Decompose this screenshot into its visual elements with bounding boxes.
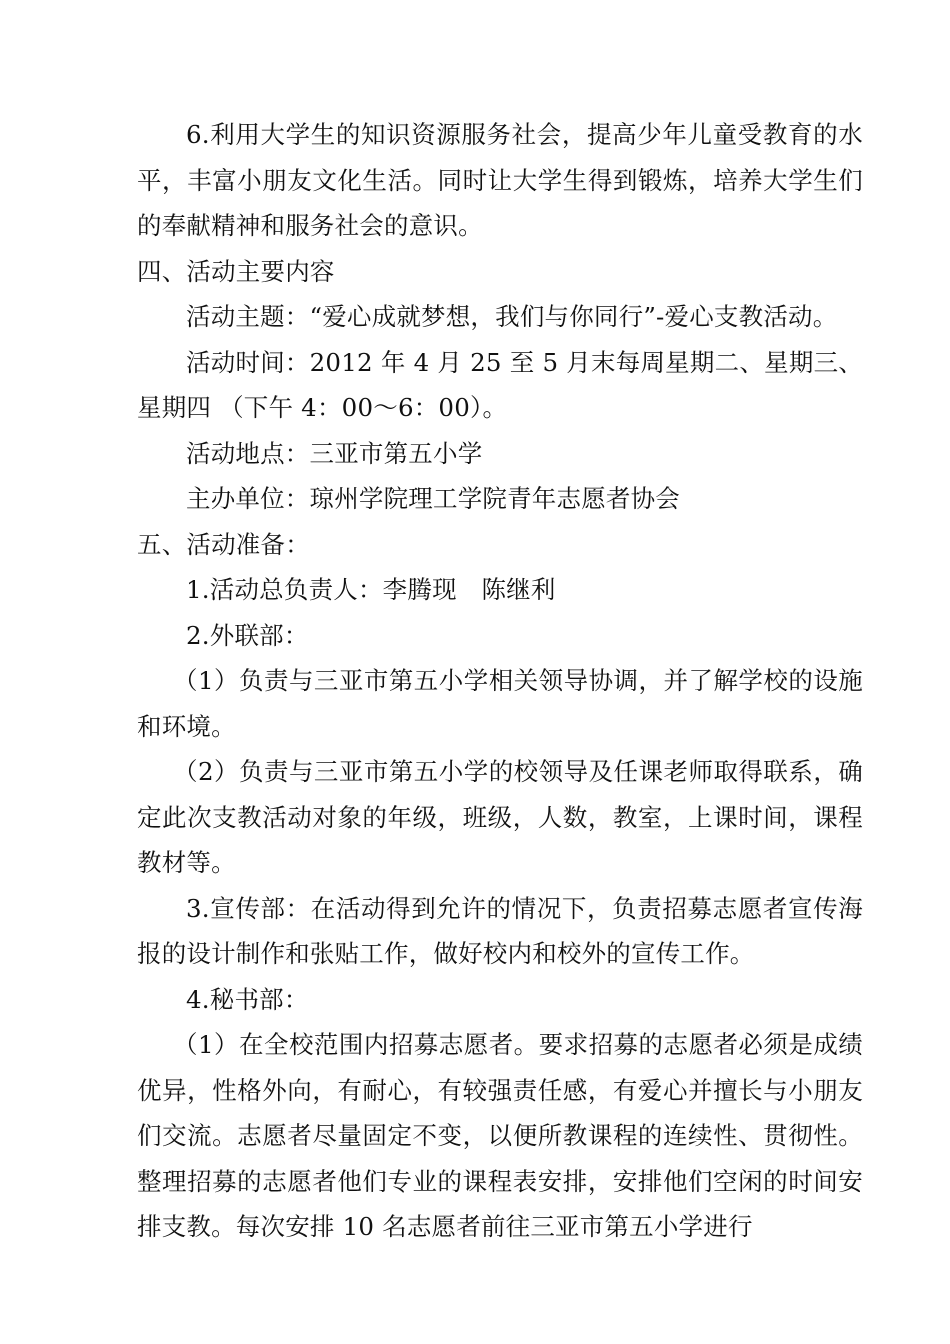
paragraph-liaison-2: （2）负责与三亚市第五小学的校领导及任课老师取得联系，确定此次支教活动对象的年级，班级，人数，教室，上课时间，课程教材等。 bbox=[137, 757, 863, 877]
paragraph-location: 活动地点：三亚市第五小学 bbox=[186, 438, 483, 468]
paragraph-time: 活动时间：2012 年 4 月 25 至 5 月末每周星期二、星期三、星期四 （下午 4：00～6：00）。 bbox=[137, 347, 863, 422]
section-heading-5: 五、活动准备： bbox=[137, 529, 310, 559]
paragraph-secretary-dept: 4.秘书部： bbox=[186, 984, 309, 1014]
paragraph-liaison-dept: 2.外联部： bbox=[186, 620, 309, 650]
paragraph-organizer: 主办单位：琼州学院理工学院青年志愿者协会 bbox=[186, 484, 680, 513]
paragraph-secretary-1: （1）在全校范围内招募志愿者。要求招募的志愿者必须是成绩优异，性格外向，有耐心，有较强责任感，有爱心并擅长与小朋友们交流。志愿者尽量固定不变，以便所教课程的连续性、贯彻性。整理招募的志愿者他们专业的课程表安排，安排他们空闲的时间安排支教。每次安排 10 名志愿者前往三亚市第五小学进行 bbox=[137, 1030, 863, 1241]
paragraph-liaison-1: （1）负责与三亚市第五小学相关领导协调，并了解学校的设施和环境。 bbox=[137, 666, 863, 741]
paragraph-leader: 1.活动总负责人：李腾现 陈继利 bbox=[186, 575, 556, 604]
paragraph-theme: 活动主题：“爱心成就梦想，我们与你同行”-爱心支教活动。 bbox=[186, 302, 838, 331]
paragraph-publicity-dept: 3.宣传部：在活动得到允许的情况下，负责招募志愿者宣传海报的设计制作和张贴工作，做好校内和校外的宣传工作。 bbox=[137, 893, 863, 968]
document-page bbox=[137, 112, 863, 1250]
paragraph-goal-6: 6.利用大学生的知识资源服务社会，提高少年儿童受教育的水平，丰富小朋友文化生活。同时让大学生得到锻炼，培养大学生们的奉献精神和服务社会的意识。 bbox=[137, 120, 863, 240]
section-heading-4: 四、活动主要内容 bbox=[137, 256, 335, 286]
